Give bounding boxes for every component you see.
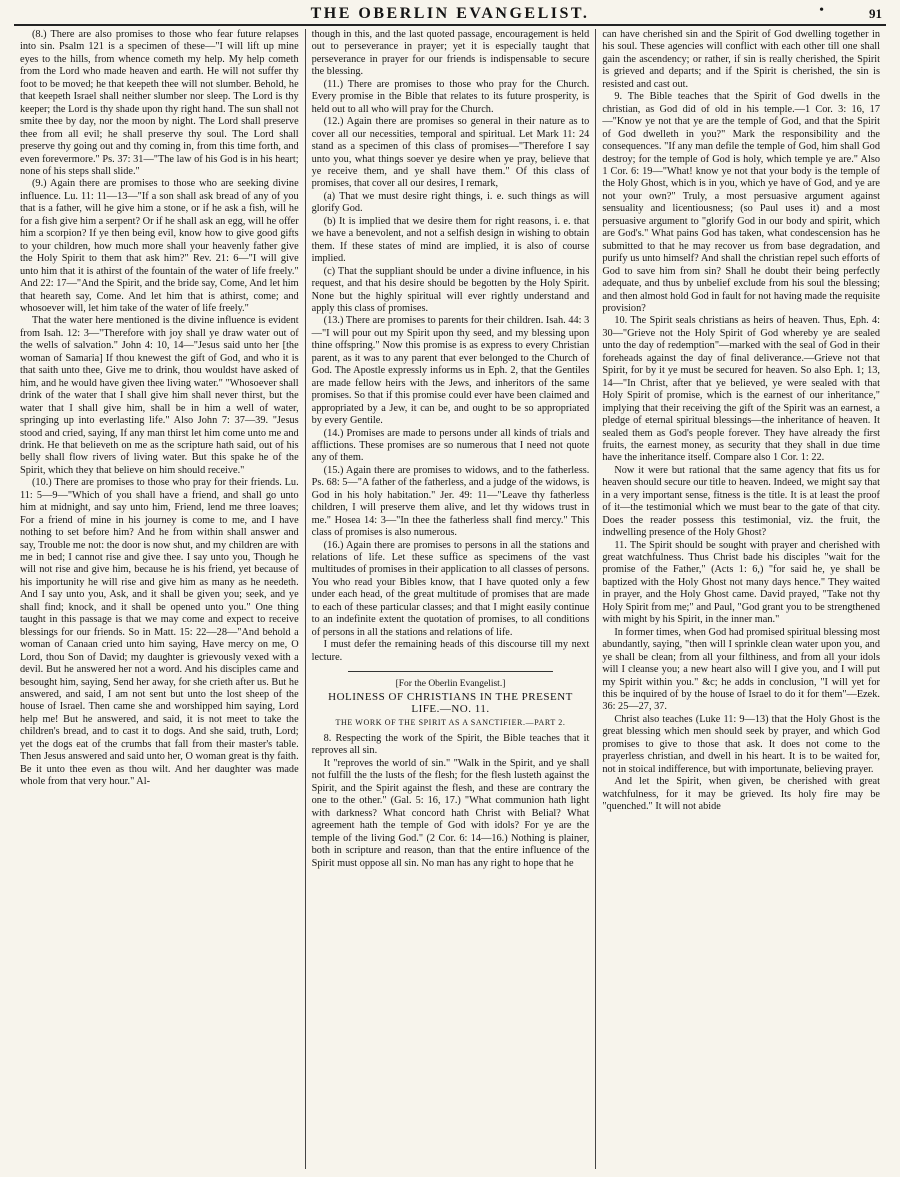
paragraph: 8. Respecting the work of the Spirit, the Bible teaches that it reproves all sin.	[311, 733, 590, 757]
article-title-line-2: LIFE.—NO. 11.	[411, 702, 490, 715]
paragraph: (16.) Again there are promises to persons in all the stations and relations of life. Let these suffice as specimens of the vast multitudes of promises in their application to all classes of persons. You who read your Bibles know, that I have quoted only a few under each head, of the great multitude of promises that are made to each of these particular classes; and that I might easily continue to an indefinite extent the quotation of promises, to all conditions of persons in all the stations and relations of life.	[311, 539, 590, 638]
paragraph: (11.) There are promises to those who pray for the Church. Every promise in the Bible that relates to its future prosperity, is held out to all who will pray for the Church.	[311, 78, 590, 115]
paragraph: Christ also teaches (Luke 11: 9—13) that the Holy Ghost is the great blessing which men should seek by prayer, and which God promises to give to those that ask. It does not come to the prayerless christian, and dwell in his heart. It is to be waited for, not in stoical indifference, but with importunate, believing prayer.	[602, 713, 880, 775]
page-title: THE OBERLIN EVANGELIST.	[310, 5, 590, 22]
paragraph: (12.) Again there are promises so general in their nature as to cover all our necessities, temporal and spiritual. Let Mark 11: 24 stand as a specimen of this class of promises—"Therefore I say unto you, what things soever ye desire when ye pray, believe that ye receive them, and ye shall have them." Of this class of promises, that cover all our desires, I remark,	[311, 116, 590, 190]
article-heading	[312, 678, 590, 729]
paragraph: I must defer the remaining heads of this discourse till my next lecture.	[311, 639, 590, 663]
paragraph: (8.) There are also promises to those who fear future relapses into sin. Psalm 121 is a specimen of these—"I will lift up mine eyes to the hills, from whence cometh my help. My help cometh from the Lord who made heaven and earth. He will not suffer thy foot to be moved; he that keepeth thee will not slumber. Behold, he that keepeth Israel shall neither slumber nor sleep. The Lord is thy keeper; the Lord is thy shade upon thy right hand. The sun shall not smite thee by day, nor the moon by night. The Lord shall preserve thee from all evil; he shall preserve thy soul. The Lord shall preserve thy going out and thy coming in, from this time forth, and even forevermore." Ps. 37: 31—"The law of his God is in his heart; none of his steps shall slide."	[20, 29, 299, 177]
paragraph: (15.) Again there are promises to widows, and to the fatherless. Ps. 68: 5—"A father of the fatherless, and a judge of the widows, is God in his holy habitation." Jer. 49: 11—"Leave thy fatherless children, I will preserve them alive, and let thy widows trust in me." Hosea 14: 3—"In thee the fatherless shall find mercy." This class of promises is also numerous.	[311, 464, 590, 539]
ornament: •	[819, 3, 824, 18]
paragraph: (14.) Promises are made to persons under all kinds of trials and afflictions. These promises are so numerous that I need not quote any of them.	[311, 427, 590, 464]
paragraph: (c) That the suppliant should be under a divine influence, in his request, and that his desire should be begotten by the Holy Spirit. None but the highly spiritual will ever rightly understand and apply this class of promises.	[311, 265, 590, 314]
paragraph: though in this, and the last quoted passage, encouragement is held out to perseverance in prayer; yet it is especially taught that perseverance in prayer for our friends is indispensable to secure the blessing.	[311, 29, 590, 78]
columns	[14, 29, 886, 1169]
paragraph: (10.) There are promises to those who pray for their friends. Lu. 11: 5—9—"Which of you shall have a friend, and shall go unto him at midnight, and say unto him, Friend, lend me three loaves; For a friend of mine in his journey is come to me, and I have nothing to set before him? And he from within shall answer and say, Trouble me not: the door is now shut, and my children are with me in bed; I cannot rise and give thee. I say unto you, Though he will not rise and give him, because he is his friend, yet because of his importunity he will rise and give him as many as he needeth. And I say unto you, Ask, and it shall be given you; seek, and ye shall find; knock, and it shall be opened unto you." One thing taught in this passage is that we may come and expect to receive blessings for our friends. So in Matt. 15: 22—28—"And behold a woman of Canaan cried unto him saying, Have mercy on me, O Lord, thou Son of David; my daughter is grievously vexed with a devil. But he answered her not a word. And his disciples came and besought him, saying, Send her away, for she crieth after us. But he answered, and said, I am not sent but unto the lost sheep of the house of Israel. Then came she and worshipped him saying, Lord help me! But he answered, and said, it is not meet to take the children's bread, and to cast it to dogs. And she said, truth, Lord; yet the dogs eat of the crumbs that fall from their master's table. Then Jesus answered and said unto her, O woman great is thy faith. Be it unto thee even as thou wilt. And her daughter was made whole from that very hour." Al-	[20, 477, 299, 788]
page-number: 91	[869, 6, 882, 21]
article-subtitle: THE WORK OF THE SPIRIT AS A SANCTIFIER.—PART 2.	[335, 717, 566, 727]
paragraph: can have cherished sin and the Spirit of God dwelling together in his soul. These agencies will conflict with each other till one shall gain the ascendency; or rather, if sin is really cherished, the Spirit is grieved and departs; and if the Spirit is cherished, the sin is resisted and cast out.	[602, 29, 880, 90]
paragraph: It "reproves the world of sin." "Walk in the Spirit, and ye shall not fulfill the the lusts of the flesh; for the flesh lusteth against the Spirit, and the Spirit against the flesh, and these are contrary the one to the other." (Gal. 5: 16, 17.) "What communion hath light with darkness? What concord hath Christ with Belial? What agreement hath the temple of God with idols? For ye are the temple of the living God." (2 Cor. 6: 14—16.) Nothing is plainer, both in scripture and reason, than that the entire influence of the Spirit must oppose all sin. No man has any right to hope that he	[311, 757, 590, 869]
paragraph: And let the Spirit, when given, be cherished with great watchfulness, for it may be grieved. Its holy fire may be "quenched." It will not abide	[602, 776, 880, 813]
masthead	[14, 0, 886, 26]
paragraph: (9.) Again there are promises to those who are seeking divine influence. Lu. 11: 11—13—"If a son shall ask bread of any of you that is a father, will he give him a stone, or if he ask a fish, will he for a fish give him a serpent? Or if he shall ask an egg, will he offer him a scorpion? If ye then being evil, know how to give good gifts to your children, how much more shall your heavenly father give the Holy Spirit to them that ask him?" Rev. 21: 6—"I will give unto him that it is athirst of the fountain of the water of life freely." And 22: 17—"And the Spirit, and the bride say, Come, And let him that heareth say, Come. And let him that is athirst, come; and whosoever will, let him take of the water of life freely."	[20, 178, 299, 314]
paragraph: Now it were but rational that the same agency that fits us for heaven should secure our title to heaven. Indeed, we might say that in a very important sense, fitness is the title. It is at least the proof of it—the testimonial which we must bear to the gate of that city. Does the reader possess this testimonial, viz. the fruit, the indwelling presence of the Holy Ghost?	[602, 464, 880, 539]
paragraph: In former times, when God had promised spiritual blessing most abundantly, saying, "then will I sprinkle clean water upon you, and ye shall be clean; from all your filthiness, and from all your idols will I cleanse you; a new heart also will I give you, and I will put my Spirit within you." &c; he adds in conclusion, "I will yet for this be inquired of by the house of Israel to do it for them"—Ezek. 36: 25—27, 37.	[602, 626, 880, 713]
column-2	[305, 29, 596, 1169]
paragraph: 9. The Bible teaches that the Spirit of God dwells in the christian, as God did of old in his temple.—1 Cor. 3: 16, 17—"Know ye not that ye are the temple of God, and that the Spirit of God dwelleth in you?" Mark the responsibility and the consequences. "If any man defile the temple of God, him shall God destroy; for the temple of God is holy, which temple ye are." Also 1 Cor. 6: 19—"What! know ye not that your body is the temple of the Holy Ghost, which is in you, which ye have of God, and ye are not your own?" Truly, a most persuasive argument against sensuality and licentiousness; (so Paul uses it) and a most persuasive argument to "glorify God in our body and spirit, which are God's." What pains God has taken, what condescension has he submitted to that he may recover us from base degradation, and purify us unto himself? And shall the christian repel such efforts of God to save him from sin? Shall he doubt their being perfectly adequate, and thus by unbelief exclude from his soul the blessing; and then almost hold God in fault for not having made the requisite provision?	[602, 91, 880, 314]
paragraph: 11. The Spirit should be sought with prayer and cherished with great watchfulness. Thus Christ bade his disciples "wait for the promise of the Father," (Acts 1: 6,) "for said he, ye shall be baptized with the Holy Ghost not many days hence." They waited in prayer, and the Holy Ghost came. David prayed, "Take not thy Holy Spirit from me;" and Paul, "God grant you to be strengthened with might by his Spirit, in the inner man."	[602, 539, 880, 626]
paragraph: 10. The Spirit seals christians as heirs of heaven. Thus, Eph. 4: 30—"Grieve not the Holy Spirit of God whereby ye are sealed unto the day of redemption"—marked with the seal of God in their foreheads against the day of final deliverance.—Grieve not that Spirit, for by it ye must be secured for heaven. So also Eph. 1; 13, 14—"In Christ, after that ye believed, ye were sealed with that Holy Spirit of promise, which is the earnest of our inheritance," implying that their receiving the gift of the Spirit was an earnest, a pledge of eternal spiritual blessings—the inheritance of heaven. It sealed them as God's people forever. They have already the first fruits, the earnest money, as security that they shall in due time have the inheritance itself. Compare also 1 Cor. 1: 22.	[602, 315, 880, 464]
section-divider	[348, 671, 554, 672]
column-3	[595, 29, 886, 1169]
paragraph: (a) That we must desire right things, i. e. such things as will glorify God.	[311, 190, 590, 215]
paragraph: That the water here mentioned is the divine influence is evident from Isah. 12: 3—"Therefore with joy shall ye draw water out of the wells of salvation." John 4: 10, 14—"Jesus said unto her [the woman of Samaria] If thou knewest the gift of God, and who it is that saith unto thee, Give me to drink, thou wouldst have asked of him, and he would have given thee living water." "Whosoever shall drink of the water that I shall give him shall never thirst, but the water that I shall give him, shall be in him a well of water, springing up into everlasting life." Also John 7: 37—39. "Jesus stood and cried, saying, If any man thirst let him come unto me and drink. He that believeth on me as the scripture hath said, out of his belly shall flow rivers of living water. But this spake he of the Spirit, which they that believe on him should receive."	[20, 315, 299, 476]
article-title: HOLINESS OF CHRISTIANS IN THE PRESENT	[328, 690, 573, 703]
article-source: [For the Oberlin Evangelist.]	[395, 679, 506, 690]
column-1	[14, 29, 305, 1169]
paragraph: (13.) There are promises to parents for their children. Isah. 44: 3—"I will pour out my Spirit upon thy seed, and my blessing upon thine offspring." Now this promise is as express to every Christian parent, as it was to any parent that ever belonged to the Church of God. The Apostle expressly informs us in Eph. 2, that the Gentiles are made fellow heirs with the Jews, and inheritors of the same promises. So that if this promise could ever have been claimed and appropriated by a Jew, it can be, and ought to be so appropriated by every Gentile.	[311, 315, 590, 427]
paragraph: (b) It is implied that we desire them for right reasons, i. e. that we have a benevolent, and not a selfish design in wishing to obtain them. If these states of mind are implied, it is also of course implied.	[311, 215, 590, 265]
